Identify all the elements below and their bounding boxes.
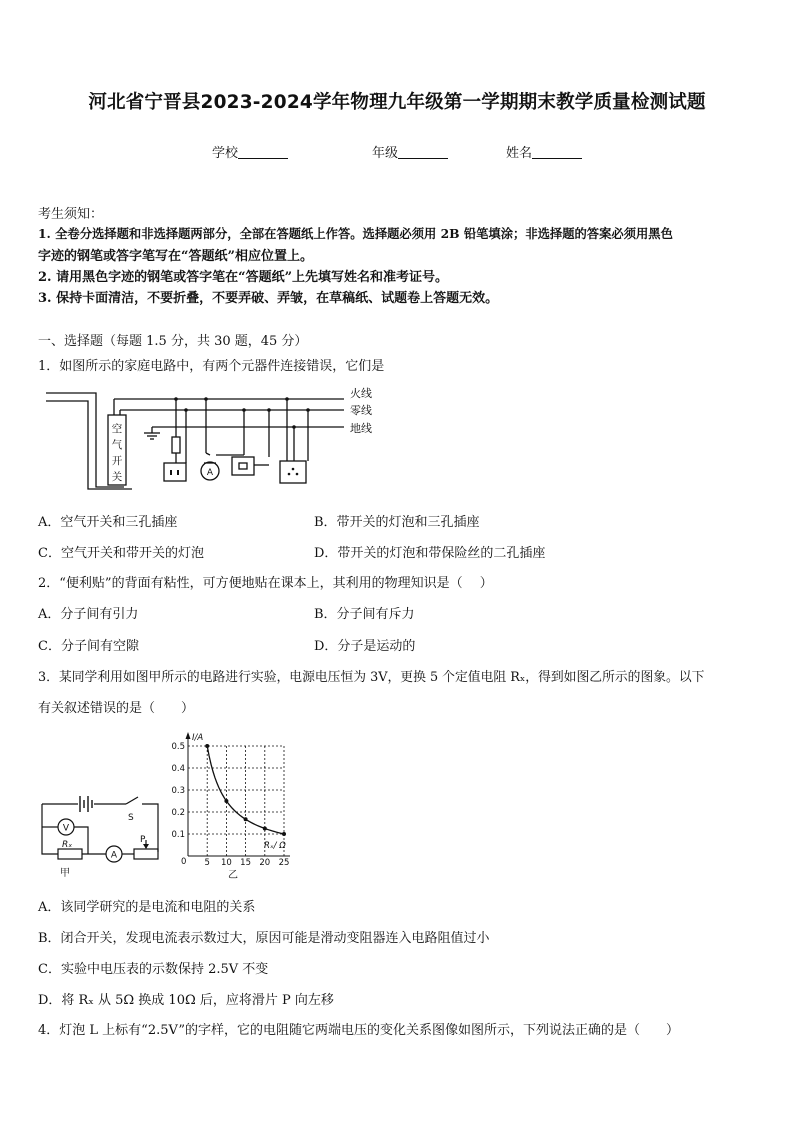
q1-option-c: C．空气开关和带开关的灯泡 — [38, 546, 204, 561]
q1-stem: 1．如图所示的家庭电路中，有两个元器件连接错误，它们是 — [38, 359, 385, 374]
chart-grid — [188, 746, 284, 856]
data-point-10 — [224, 799, 228, 803]
grade-blank — [398, 146, 448, 159]
q3-option-a: A．该同学研究的是电流和电阻的关系 — [38, 900, 256, 915]
q3-option-b: B．闭合开关，发现电流表示数过大，原因可能是滑动变阻器连入电路阻值过小 — [38, 931, 490, 946]
lamp-icon: A — [206, 468, 214, 478]
q1-option-b: B．带开关的灯泡和三孔插座 — [314, 515, 480, 530]
data-point-25 — [282, 832, 286, 836]
q1-option-a: A．空气开关和三孔插座 — [38, 515, 178, 530]
notice-item-1-cont: 字迹的钢笔或答字笔写在“答题纸”相应位置上。 — [38, 249, 313, 264]
voltmeter-icon: V — [62, 823, 70, 834]
page-title: 河北省宁晋县2023-2024学年物理九年级第一学期期末教学质量检测试题 — [88, 92, 706, 113]
q2-stem: 2．“便利贴”的背面有粘性，可方便地贴在课本上，其利用的物理知识是（ ） — [38, 576, 493, 591]
grade-field — [372, 142, 448, 161]
school-blank — [238, 146, 288, 159]
x-axis-label: Rₓ/ Ω — [264, 841, 286, 851]
breaker-char-3: 开 — [111, 455, 123, 467]
q2-option-c: C．分子间有空隙 — [38, 639, 139, 654]
notice-item-1: 1. 全卷分选择题和非选择题两部分，全部在答题纸上作答。选择题必须用 2B 铅笔填涂；非选择题的答案必须用黑色 — [38, 226, 673, 241]
live-wire-label: 火线 — [350, 387, 372, 400]
q2-option-a: A．分子间有引力 — [38, 607, 139, 622]
name-field — [506, 142, 582, 161]
school-field — [212, 142, 288, 161]
q3-option-d: D．将 Rₓ 从 5Ω 换成 10Ω 后，应将滑片 P 向左移 — [38, 993, 334, 1008]
data-point-5 — [205, 744, 209, 748]
data-point-15 — [244, 817, 248, 821]
switch-label: S — [128, 813, 134, 823]
q2-option-d: D．分子是运动的 — [314, 639, 416, 654]
circuit-caption: 甲 — [60, 868, 70, 879]
section-heading: 一、选择题（每题 1.5 分，共 30 题，45 分） — [38, 334, 308, 349]
y-tick-0.3: 0.3 — [171, 786, 185, 796]
school-label: 学校 — [212, 146, 239, 161]
x-tick-5: 5 — [204, 858, 210, 868]
ammeter-icon: A — [110, 850, 118, 861]
neutral-wire-label: 零线 — [350, 404, 372, 417]
notice-item-2: 2. 请用黑色字迹的钢笔或答字笔在“答题纸”上先填写姓名和准考证号。 — [38, 270, 449, 285]
slider-label: P — [140, 835, 146, 845]
x-tick-20: 20 — [259, 858, 271, 868]
grade-label: 年级 — [372, 146, 399, 161]
x-tick-15: 15 — [240, 858, 252, 868]
data-point-20 — [263, 827, 267, 831]
q3-stem-cont: 有关叙述错误的是（ ） — [38, 701, 195, 716]
notice-item-3: 3. 保持卡面清洁，不要折叠，不要弄破、弄皱，在草稿纸、试题卷上答题无效。 — [38, 291, 499, 306]
y-axis-label: I/A — [192, 733, 204, 743]
y-tick-0.4: 0.4 — [171, 764, 185, 774]
x-tick-25: 25 — [278, 858, 290, 868]
y-tick-0.5: 0.5 — [171, 742, 185, 752]
y-tick-0.1: 0.1 — [171, 830, 185, 840]
name-blank — [532, 146, 582, 159]
ground-wire-label: 地线 — [350, 422, 372, 435]
notice-heading: 考生须知： — [38, 207, 104, 222]
q1-option-d: D．带开关的灯泡和带保险丝的二孔插座 — [314, 546, 546, 561]
chart-caption: 乙 — [228, 870, 238, 881]
q1-circuit-figure — [44, 385, 384, 495]
breaker-char-2: 气 — [111, 439, 123, 451]
resistor-label: Rₓ — [62, 840, 73, 850]
name-label: 姓名 — [506, 146, 533, 161]
q3-circuit-figure — [38, 792, 168, 882]
y-tick-0.2: 0.2 — [171, 808, 185, 818]
x-tick-10: 10 — [220, 858, 232, 868]
origin-label: 0 — [181, 857, 187, 867]
q3-current-resistance-chart — [166, 730, 306, 880]
breaker-char-1: 空 — [111, 423, 123, 435]
q3-stem: 3．某同学利用如图甲所示的电路进行实验，电源电压恒为 3V，更换 5 个定值电阻 Rₓ，得到如图乙所示的图象。以下 — [38, 670, 705, 685]
q4-stem: 4．灯泡 L 上标有“2.5V”的字样，它的电阻随它两端电压的变化关系图像如图所示，下列说法正确的是（ ） — [38, 1023, 679, 1038]
q2-option-b: B．分子间有斥力 — [314, 607, 415, 622]
breaker-char-4: 关 — [111, 471, 123, 483]
q3-option-c: C．实验中电压表的示数保持 2.5V 不变 — [38, 962, 269, 977]
